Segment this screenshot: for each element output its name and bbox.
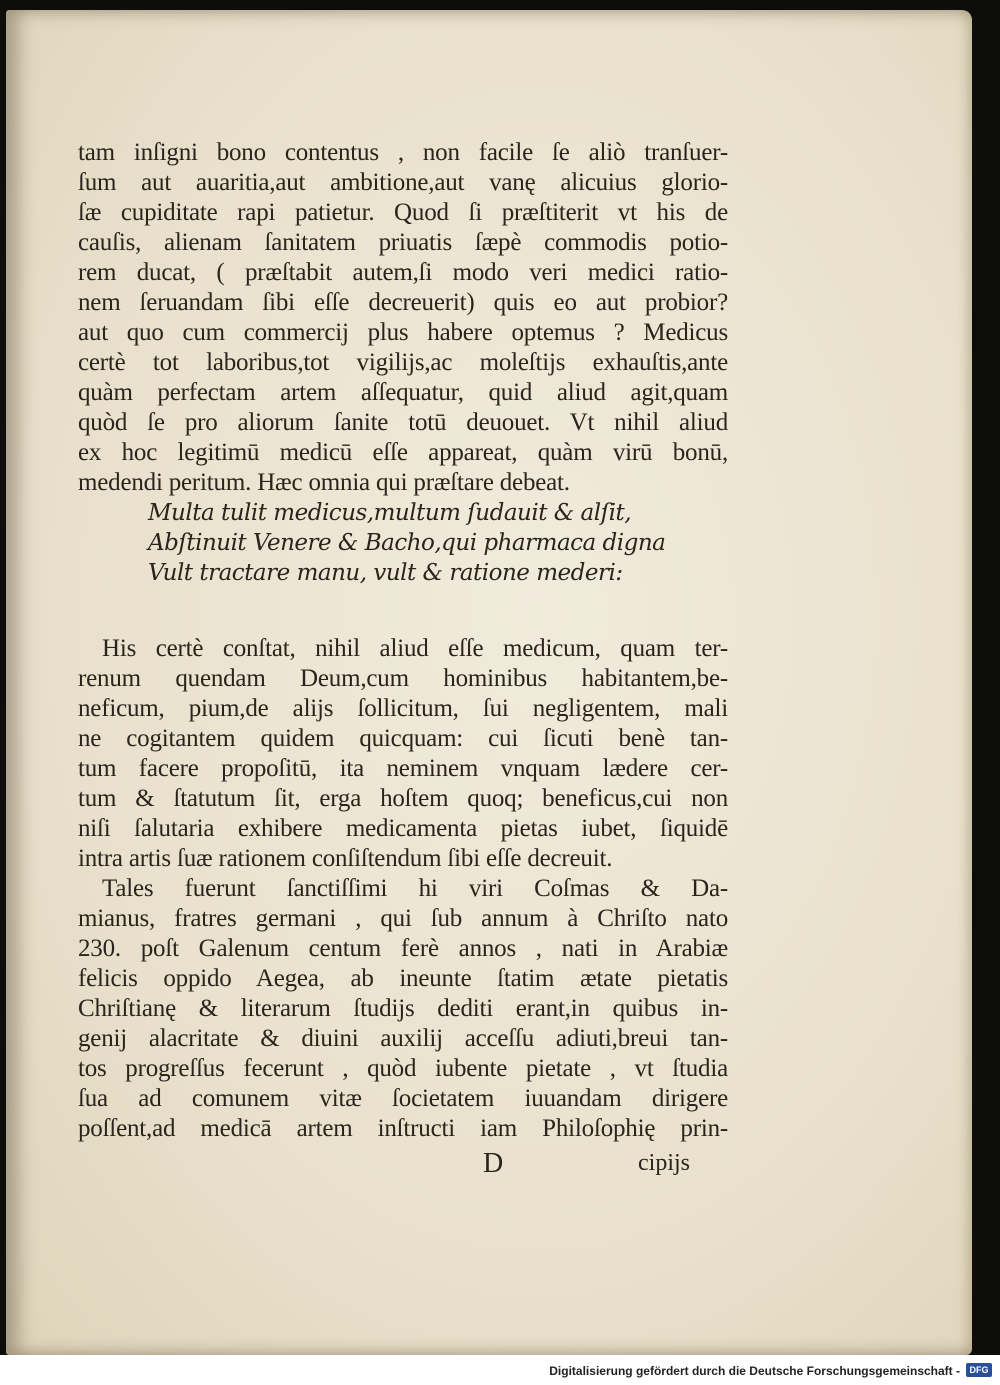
text-line: quòd ſe pro aliorum ſanite totū deuouet. Vt nihil aliud bbox=[78, 409, 728, 436]
dfg-logo-icon: DFG bbox=[966, 1363, 992, 1377]
catchword: cipijs bbox=[638, 1150, 690, 1176]
text-line: Chriſtianę & literarum ſtudijs dediti erant,in quibus in- bbox=[78, 995, 728, 1022]
text-line: 230. poſt Galenum centum ferè annos , nati in Arabiæ bbox=[78, 935, 728, 962]
verse-line: Abſtinuit Venere & Bacho,qui pharmaca digna bbox=[148, 530, 666, 556]
text-line: intra artis ſuæ rationem conſiſtendum ſibi eſſe decreuit. bbox=[78, 845, 613, 872]
text-line: quàm perfectam artem aſſequatur, quid aliud agit,quam bbox=[78, 379, 728, 406]
text-line: tos progreſſus fecerunt , quòd iubente pietate , vt ſtudia bbox=[78, 1055, 728, 1082]
text-line: ex hoc legitimū medicū eſſe appareat, quàm virū bonū, bbox=[78, 439, 728, 466]
text-line: tum & ſtatutum ſit, erga hoſtem quoq; beneficus,cui non bbox=[78, 785, 728, 812]
text-line: renum quendam Deum,cum hominibus habitantem,be- bbox=[78, 665, 728, 692]
book-page bbox=[6, 10, 972, 1355]
text-line: mianus, fratres germani , qui ſub annum à Chriſto nato bbox=[78, 905, 728, 932]
text-line: ne cogitantem quidem quicquam: cui ſicuti benè tan- bbox=[78, 725, 728, 752]
page-text bbox=[78, 138, 728, 1184]
text-line: medendi peritum. Hæc omnia qui præſtare debeat. bbox=[78, 469, 570, 496]
text-line: certè tot laboribus,tot vigilijs,ac moleſtijs exhauſtis,ante bbox=[78, 349, 728, 376]
text-line: aut quo cum commercij plus habere optemus ? Medicus bbox=[78, 319, 728, 346]
text-line: tum facere propoſitū, ita neminem vnquam lædere cer- bbox=[78, 755, 728, 782]
paragraph-3 bbox=[78, 874, 728, 1144]
text-line: felicis oppido Aegea, ab ineunte ſtatim ætate pietatis bbox=[78, 965, 728, 992]
text-line: His certè conſtat, nihil aliud eſſe medicum, quam ter- bbox=[102, 635, 728, 662]
text-line: poſſent,ad medicā artem inſtructi iam Philoſophię prin- bbox=[78, 1115, 728, 1142]
text-line: cauſis, alienam ſanitatem priuatis ſæpè commodis potio- bbox=[78, 229, 728, 256]
text-line: nem ſeruandam ſibi eſſe decreuerit) quis eo aut probior? bbox=[78, 289, 728, 316]
text-line: rem ducat, ( præſtabit autem,ſi modo veri medici ratio- bbox=[78, 259, 728, 286]
text-line: tam inſigni bono contentus , non facile ſe aliò tranſuer- bbox=[78, 139, 728, 166]
signature-mark: D bbox=[483, 1148, 504, 1179]
funding-credit-text: Digitalisierung gefördert durch die Deutsche Forschungsgemeinschaft - bbox=[549, 1364, 960, 1378]
verse-line: Vult tractare manu, vult & ratione mederi: bbox=[148, 560, 623, 586]
text-line: niſi ſalutaria exhibere medicamenta pietas iubet, ſiquidē bbox=[78, 815, 728, 842]
verse-line: Multa tulit medicus,multum ſudauit & alſit, bbox=[148, 500, 632, 526]
text-line: ſum aut auaritia,aut ambitione,aut vanę alicuius glorio- bbox=[78, 169, 728, 196]
text-line: ſæ cupiditate rapi patietur. Quod ſi præſtiterit vt his de bbox=[78, 199, 728, 226]
verse-quote bbox=[78, 498, 728, 588]
page-footer bbox=[78, 1148, 728, 1184]
text-line: ſua ad comunem vitæ ſocietatem iuuandam dirigere bbox=[78, 1085, 728, 1112]
text-line: Tales fuerunt ſanctiſſimi hi viri Coſmas & Da- bbox=[102, 875, 728, 902]
paragraph-1 bbox=[78, 138, 728, 498]
text-line: neficum, pium,de alijs ſollicitum, ſui negligentem, mali bbox=[78, 695, 728, 722]
paragraph-2 bbox=[78, 634, 728, 874]
text-line: genij alacritate & diuini auxilij acceſſu adiuti,breui tan- bbox=[78, 1025, 728, 1052]
funding-credit-bar bbox=[0, 1355, 1000, 1385]
